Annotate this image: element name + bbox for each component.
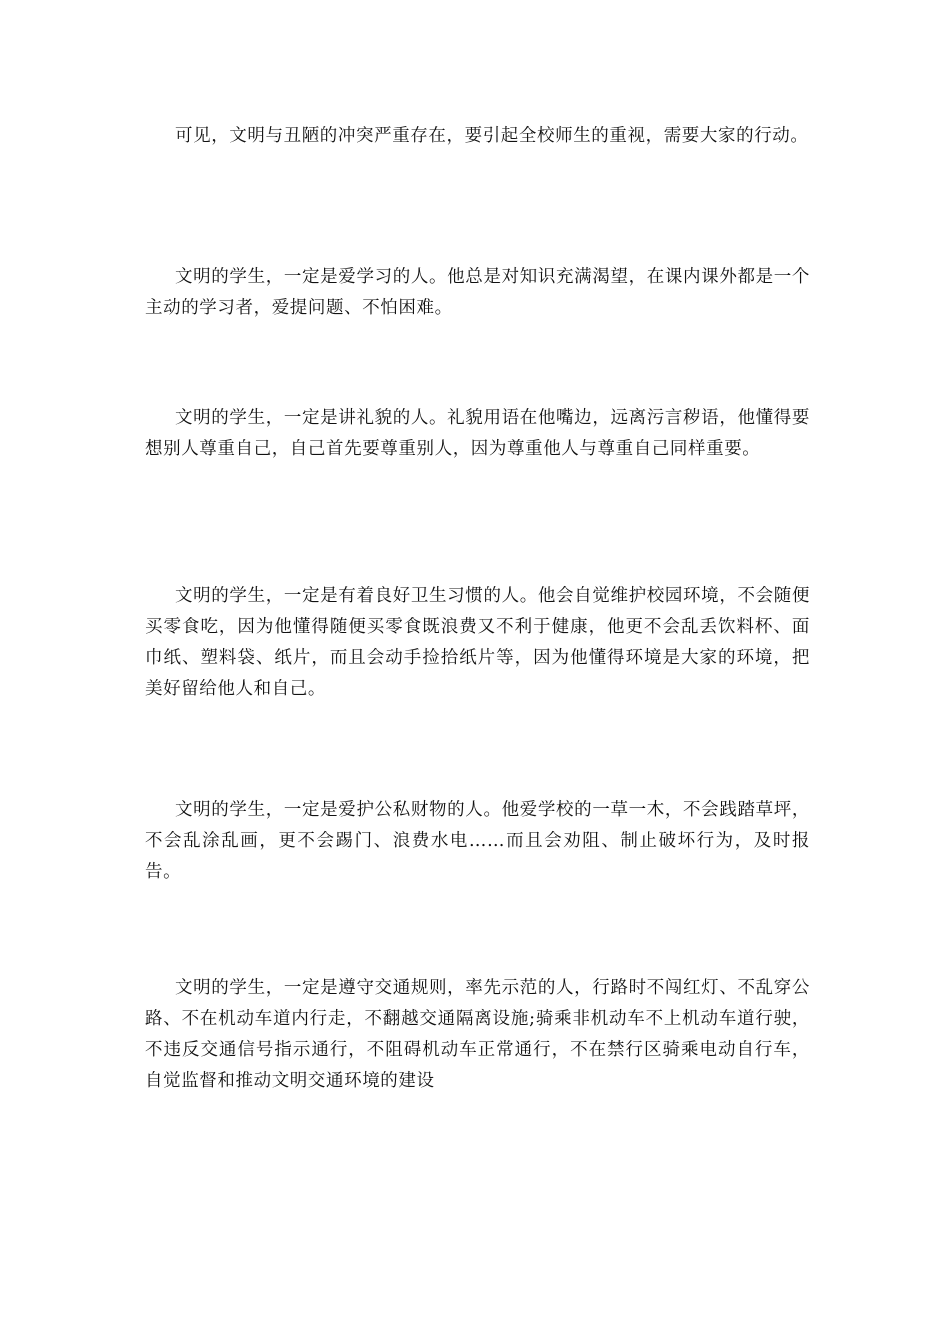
paragraph-6: 文明的学生，一定是遵守交通规则，率先示范的人，行路时不闯红灯、不乱穿公路、不在机动车道内行走，不翻越交通隔离设施;骑乘非机动车不上机动车道行驶，不违反交通信号指示通行，不阻碍机动车正常通行，不在禁行区骑乘电动自行车，自觉监督和推动文明交通环境的建设 [145,978,810,1091]
paragraph-5: 文明的学生，一定是爱护公私财物的人。他爱学校的一草一木，不会践踏草坪，不会乱涂乱画，更不会踢门、浪费水电……而且会劝阻、制止破坏行为，及时报告。 [145,800,810,882]
paragraph-4: 文明的学生，一定是有着良好卫生习惯的人。他会自觉维护校园环境，不会随便买零食吃，因为他懂得随便买零食既浪费又不利于健康，他更不会乱丢饮料杯、面巾纸、塑料袋、纸片，而且会动手捡拾纸片等，因为他懂得环境是大家的环境，把美好留给他人和自己。 [145,586,810,699]
paragraph-3: 文明的学生，一定是讲礼貌的人。礼貌用语在他嘴边，远离污言秽语，他懂得要想别人尊重自己，自己首先要尊重别人，因为尊重他人与尊重自己同样重要。 [145,408,810,459]
paragraph-2: 文明的学生，一定是爱学习的人。他总是对知识充满渴望，在课内课外都是一个主动的学习者，爱提问题、不怕困难。 [145,267,810,318]
paragraph-1: 可见，文明与丑陋的冲突严重存在，要引起全校师生的重视，需要大家的行动。 [175,126,809,146]
